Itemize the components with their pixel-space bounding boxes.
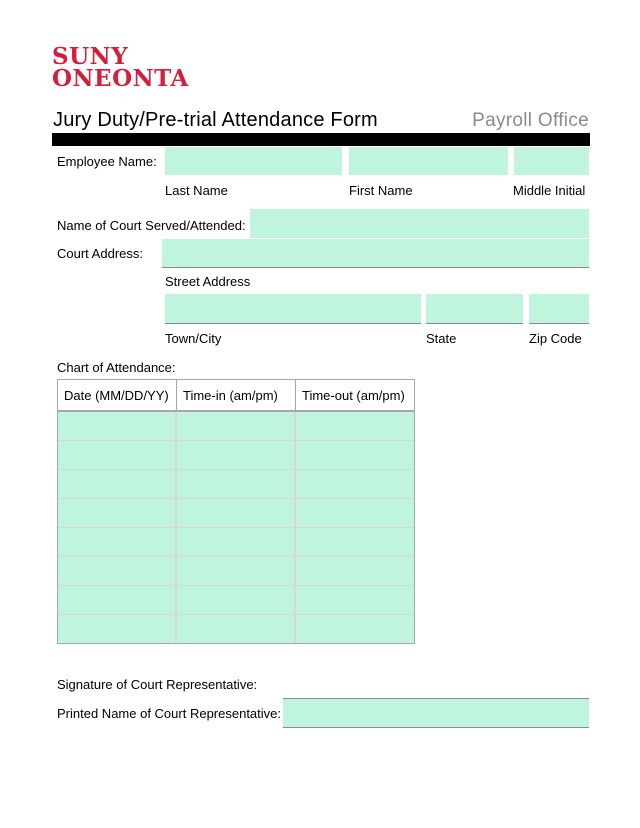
time-out-cell[interactable] <box>296 499 414 528</box>
form-title: Jury Duty/Pre-trial Attendance Form <box>53 109 378 131</box>
first-name-field[interactable] <box>349 147 508 175</box>
attendance-table <box>57 379 415 644</box>
office-name: Payroll Office <box>472 110 589 131</box>
court-name-field[interactable] <box>250 209 589 238</box>
last-name-field[interactable] <box>165 147 342 175</box>
printed-name-label: Printed Name of Court Representative: <box>57 706 281 721</box>
signature-label: Signature of Court Representative: <box>57 677 258 692</box>
date-cell[interactable] <box>58 412 177 441</box>
time-in-cell[interactable] <box>177 441 296 470</box>
street-address-caption: Street Address <box>165 274 251 289</box>
attendance-row <box>58 615 414 643</box>
date-cell[interactable] <box>58 586 177 615</box>
date-cell[interactable] <box>58 470 177 499</box>
attendance-row <box>58 557 414 586</box>
date-cell[interactable] <box>58 615 177 643</box>
time-out-cell[interactable] <box>296 557 414 586</box>
date-cell[interactable] <box>58 528 177 557</box>
attendance-row <box>58 412 414 441</box>
printed-name-field[interactable] <box>283 699 589 728</box>
chart-of-attendance-label: Chart of Attendance: <box>57 360 176 375</box>
middle-initial-caption: Middle Initial <box>513 183 586 198</box>
time-in-cell[interactable] <box>177 615 296 643</box>
town-city-caption: Town/City <box>165 331 222 346</box>
zip-code-field[interactable] <box>529 294 589 324</box>
time-out-cell[interactable] <box>296 470 414 499</box>
town-city-field[interactable] <box>165 294 421 324</box>
attendance-row <box>58 499 414 528</box>
employee-name-label: Employee Name: <box>57 154 157 169</box>
suny-oneonta-logo <box>52 43 189 92</box>
time-in-cell[interactable] <box>177 499 296 528</box>
time-out-cell[interactable] <box>296 441 414 470</box>
attendance-row <box>58 528 414 557</box>
state-caption: State <box>426 331 457 346</box>
first-name-caption: First Name <box>349 183 413 198</box>
court-name-label: Name of Court Served/Attended: <box>57 218 246 233</box>
header-divider-bar <box>52 133 590 146</box>
logo-line-2: ONEONTA <box>52 65 189 92</box>
logo-line-1: SUNY <box>52 43 129 70</box>
column-header-time-in: Time-in (am/pm) <box>177 380 296 412</box>
court-address-label: Court Address: <box>57 246 143 261</box>
street-address-field[interactable] <box>162 239 589 268</box>
attendance-header-row <box>58 380 414 412</box>
time-out-cell[interactable] <box>296 586 414 615</box>
attendance-row <box>58 441 414 470</box>
last-name-caption: Last Name <box>165 183 228 198</box>
time-in-cell[interactable] <box>177 586 296 615</box>
time-out-cell[interactable] <box>296 528 414 557</box>
attendance-row <box>58 586 414 615</box>
time-in-cell[interactable] <box>177 557 296 586</box>
date-cell[interactable] <box>58 441 177 470</box>
signature-line[interactable] <box>283 676 589 699</box>
column-header-time-out: Time-out (am/pm) <box>296 380 414 412</box>
time-in-cell[interactable] <box>177 528 296 557</box>
middle-initial-field[interactable] <box>514 147 589 175</box>
zip-code-caption: Zip Code <box>529 331 582 346</box>
time-out-cell[interactable] <box>296 615 414 643</box>
date-cell[interactable] <box>58 499 177 528</box>
date-cell[interactable] <box>58 557 177 586</box>
attendance-row <box>58 470 414 499</box>
column-header-date: Date (MM/DD/YY) <box>58 380 177 412</box>
time-in-cell[interactable] <box>177 470 296 499</box>
state-field[interactable] <box>426 294 523 324</box>
time-out-cell[interactable] <box>296 412 414 441</box>
time-in-cell[interactable] <box>177 412 296 441</box>
